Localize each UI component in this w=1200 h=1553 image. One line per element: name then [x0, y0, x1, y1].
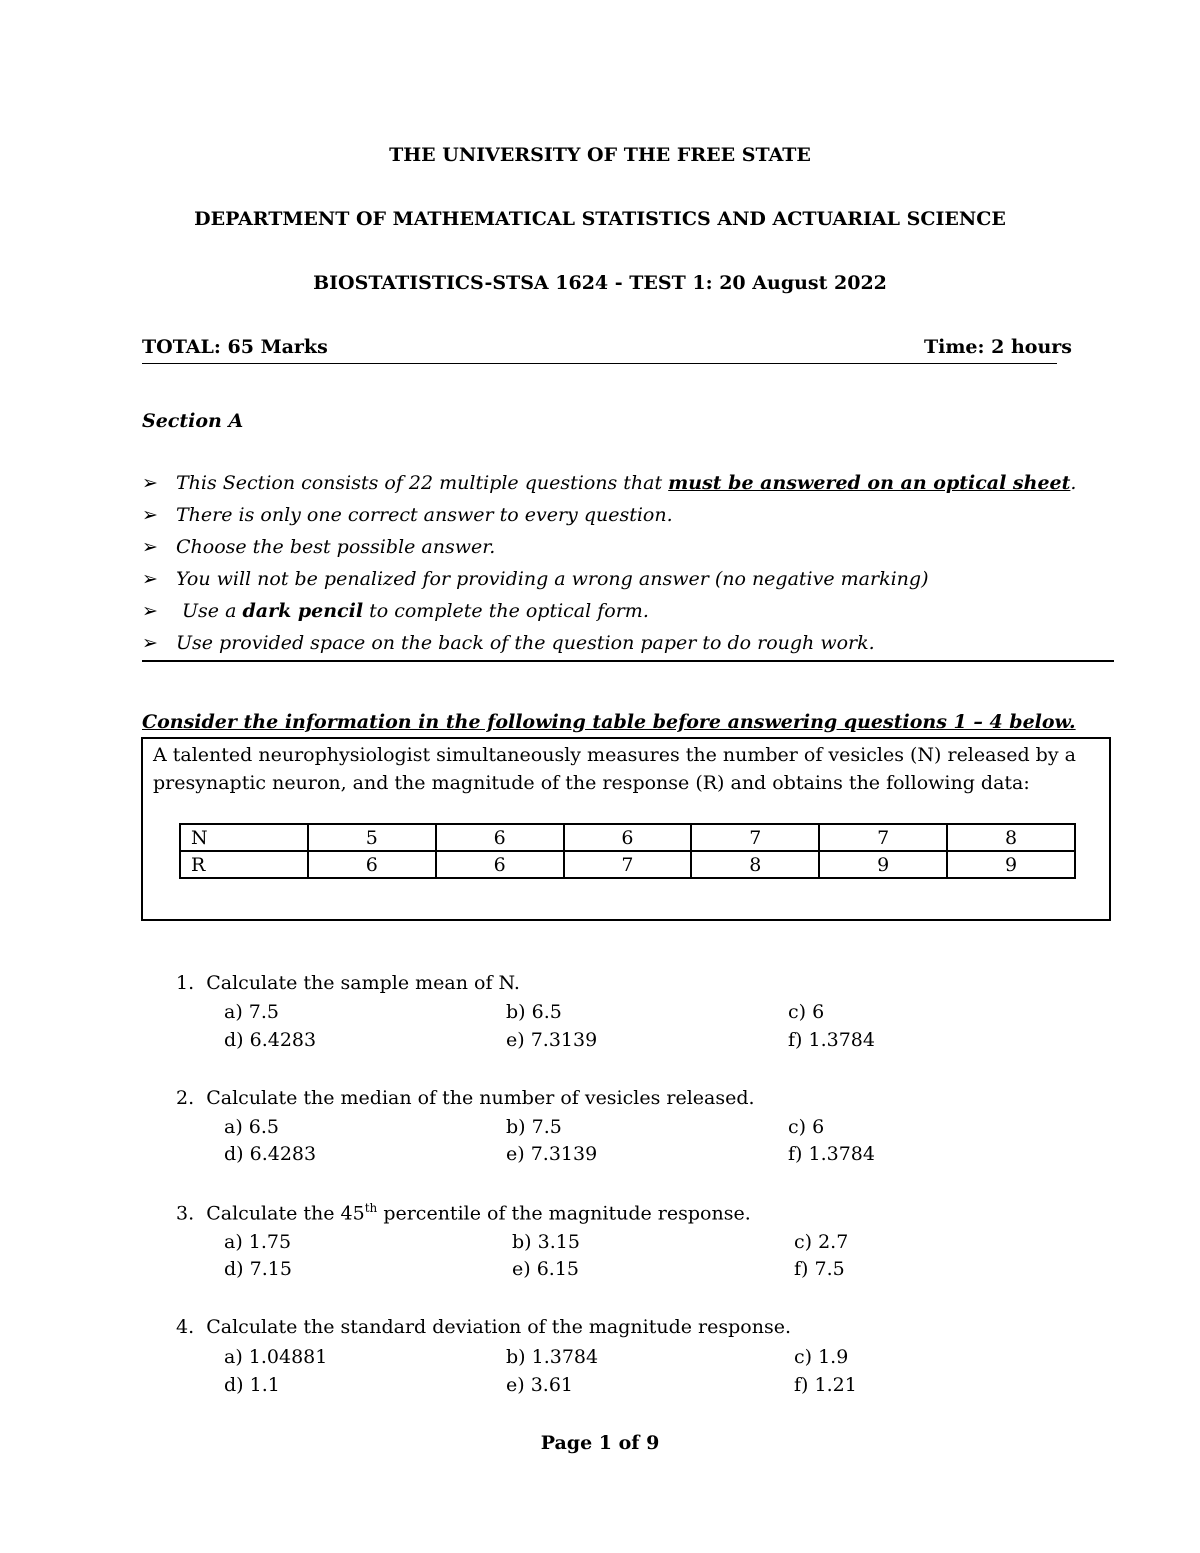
- option-1c: c) 6: [788, 1001, 825, 1023]
- option-1a: a) 7.5: [224, 1001, 279, 1023]
- table-cell: 9: [819, 851, 947, 878]
- question-3: 3. Calculate the 45th percentile of the magnitude response.: [176, 1201, 751, 1225]
- table-cell: 6: [308, 851, 436, 878]
- department-title: DEPARTMENT OF MATHEMATICAL STATISTICS AND ACTUARIAL SCIENCE: [194, 208, 1006, 230]
- section-rule: [142, 660, 1114, 662]
- table-row-n: [180, 824, 1075, 851]
- time-allowed: Time: 2 hours: [923, 336, 1072, 358]
- option-4b: b) 1.3784: [506, 1346, 599, 1368]
- question-1: 1. Calculate the sample mean of N.: [176, 972, 520, 994]
- option-3f: f) 7.5: [794, 1258, 845, 1280]
- option-2a: a) 6.5: [224, 1116, 279, 1138]
- arrow-bullet-icon: ➢: [142, 632, 158, 654]
- table-row-r: [180, 851, 1075, 878]
- section-title: Section A: [142, 410, 244, 432]
- bullet-4: ➢ You will not be penalized for providing a wrong answer (no negative marking): [142, 568, 929, 590]
- option-3b: b) 3.15: [512, 1231, 580, 1253]
- question-4: 4. Calculate the standard deviation of the magnitude response.: [176, 1316, 791, 1338]
- table-cell: 6: [436, 824, 564, 851]
- arrow-bullet-icon: ➢: [142, 504, 158, 526]
- option-4f: f) 1.21: [794, 1374, 857, 1396]
- option-3c: c) 2.7: [794, 1231, 849, 1253]
- option-1b: b) 6.5: [506, 1001, 562, 1023]
- option-2c: c) 6: [788, 1116, 825, 1138]
- option-2f: f) 1.3784: [788, 1143, 875, 1165]
- test-title: BIOSTATISTICS-STSA 1624 - TEST 1: 20 August 2022: [313, 272, 887, 294]
- total-marks: TOTAL: 65 Marks: [142, 336, 328, 358]
- bullet-3: ➢ Choose the best possible answer.: [142, 536, 496, 558]
- option-1f: f) 1.3784: [788, 1029, 875, 1051]
- table-cell: 9: [947, 851, 1075, 878]
- option-3e: e) 6.15: [512, 1258, 580, 1280]
- option-3a: a) 1.75: [224, 1231, 292, 1253]
- option-4e: e) 3.61: [506, 1374, 574, 1396]
- arrow-bullet-icon: ➢: [142, 600, 158, 622]
- option-1d: d) 6.4283: [224, 1029, 317, 1051]
- option-4a: a) 1.04881: [224, 1346, 328, 1368]
- arrow-bullet-icon: ➢: [142, 536, 158, 558]
- question-2: 2. Calculate the median of the number of vesicles released.: [176, 1087, 755, 1109]
- table-cell: 6: [564, 824, 692, 851]
- table-cell: 6: [436, 851, 564, 878]
- row-label: N: [180, 824, 308, 851]
- table-cell: 8: [947, 824, 1075, 851]
- option-2b: b) 7.5: [506, 1116, 562, 1138]
- bullet-1: ➢ This Section consists of 22 multiple questions that must be answered on an optical sheet.: [142, 472, 1077, 494]
- data-table: [179, 823, 1076, 879]
- option-2d: d) 6.4283: [224, 1143, 317, 1165]
- info-box: [141, 737, 1111, 921]
- arrow-bullet-icon: ➢: [142, 472, 158, 494]
- table-cell: 7: [691, 824, 819, 851]
- header-rule: [142, 363, 1057, 364]
- table-instruction: Consider the information in the following table before answering questions 1 – 4 below.: [142, 711, 1076, 733]
- table-cell: 5: [308, 824, 436, 851]
- table-cell: 7: [564, 851, 692, 878]
- option-3d: d) 7.15: [224, 1258, 292, 1280]
- option-1e: e) 7.3139: [506, 1029, 598, 1051]
- bullet-5: ➢ Use a dark pencil to complete the optical form.: [142, 600, 649, 622]
- university-title: THE UNIVERSITY OF THE FREE STATE: [389, 144, 811, 166]
- info-text: A talented neurophysiologist simultaneously measures the number of vesicles (N) released by a presynaptic neuron, and the magnitude of the response (R) and obtains the following data:: [153, 744, 1076, 794]
- bullet-2: ➢ There is only one correct answer to every question.: [142, 504, 673, 526]
- option-4c: c) 1.9: [794, 1346, 849, 1368]
- option-4d: d) 1.1: [224, 1374, 280, 1396]
- arrow-bullet-icon: ➢: [142, 568, 158, 590]
- page-number: Page 1 of 9: [540, 1432, 660, 1454]
- table-cell: 7: [819, 824, 947, 851]
- table-cell: 8: [691, 851, 819, 878]
- option-2e: e) 7.3139: [506, 1143, 598, 1165]
- row-label: R: [180, 851, 308, 878]
- bullet-6: ➢ Use provided space on the back of the question paper to do rough work.: [142, 632, 875, 654]
